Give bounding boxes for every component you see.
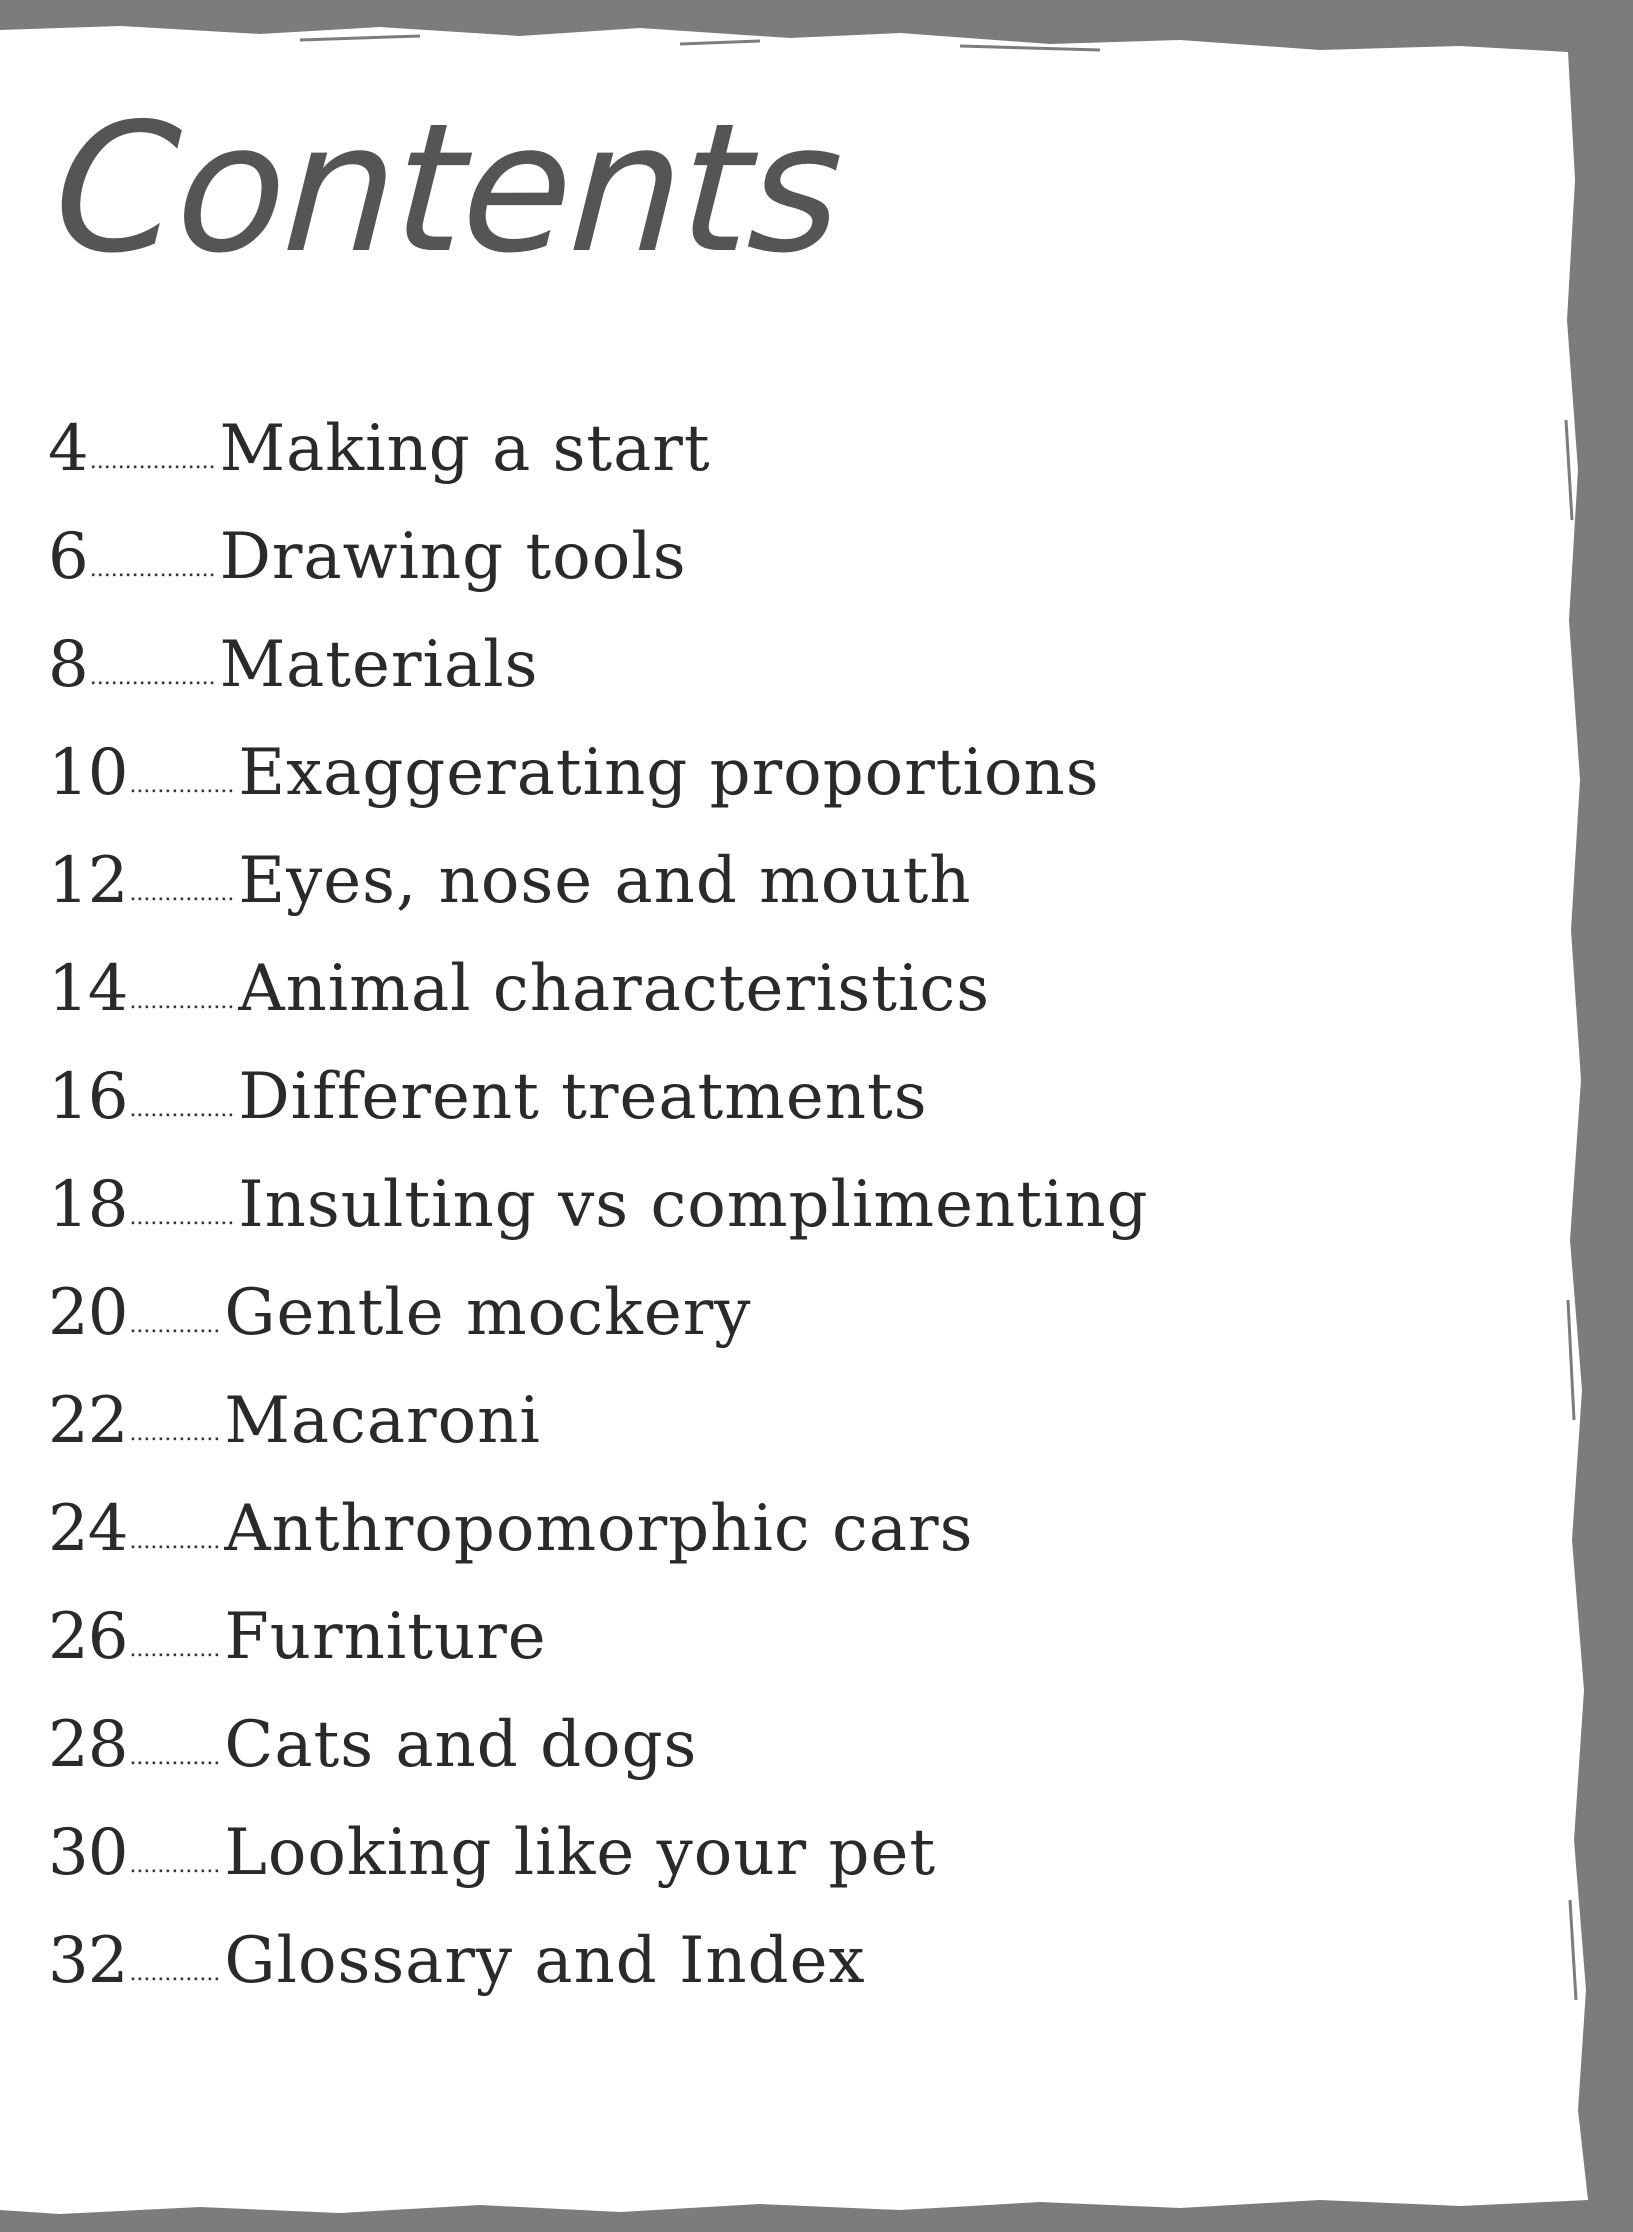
- toc-title: Insulting vs complimenting: [238, 1168, 1149, 1242]
- toc-title: Drawing tools: [219, 520, 687, 594]
- page-title: Contents: [49, 85, 846, 292]
- toc-title: Glossary and Index: [224, 1924, 866, 1998]
- toc-dot-leader: ...............: [129, 881, 235, 906]
- toc-entry: [48, 1151, 1248, 1259]
- toc-page-number: 4: [48, 412, 88, 486]
- toc-dot-leader: ...............: [129, 1205, 235, 1230]
- toc-title: Furniture: [224, 1600, 547, 1674]
- toc-page-number: 24: [48, 1492, 128, 1566]
- toc-page-number: 28: [48, 1708, 128, 1782]
- toc-title: Making a start: [219, 412, 711, 486]
- toc-page-number: 16: [48, 1060, 128, 1134]
- toc-dot-leader: .............: [129, 1421, 221, 1446]
- toc-entry: [48, 1043, 1248, 1151]
- toc-entry: [48, 1259, 1248, 1367]
- toc-title: Looking like your pet: [224, 1816, 937, 1890]
- toc-page-number: 6: [48, 520, 88, 594]
- toc-page-number: 26: [48, 1600, 128, 1674]
- toc-page-number: 30: [48, 1816, 128, 1890]
- toc-dot-leader: .............: [129, 1853, 221, 1878]
- toc-page-number: 10: [48, 736, 128, 810]
- toc-title: Eyes, nose and mouth: [238, 844, 972, 918]
- toc-entry: [48, 935, 1248, 1043]
- toc-entry: [48, 1367, 1248, 1475]
- toc-dot-leader: .............: [129, 1313, 221, 1338]
- toc-dot-leader: ..................: [89, 665, 216, 690]
- toc-title: Exaggerating proportions: [238, 736, 1100, 810]
- toc-dot-leader: .............: [129, 1745, 221, 1770]
- toc-entry: [48, 1475, 1248, 1583]
- toc-title: Animal characteristics: [238, 952, 991, 1026]
- toc-entry: [48, 1907, 1248, 2015]
- toc-page-number: 8: [48, 628, 88, 702]
- toc-page-number: 14: [48, 952, 128, 1026]
- toc-entry: [48, 503, 1248, 611]
- toc-title: Anthropomorphic cars: [224, 1492, 974, 1566]
- table-of-contents: [48, 395, 1248, 2015]
- toc-entry: [48, 827, 1248, 935]
- toc-title: Materials: [219, 628, 539, 702]
- toc-title: Different treatments: [238, 1060, 928, 1134]
- toc-entry: [48, 719, 1248, 827]
- toc-entry: [48, 1691, 1248, 1799]
- toc-page-number: 20: [48, 1276, 128, 1350]
- toc-dot-leader: .............: [129, 1637, 221, 1662]
- toc-entry: [48, 395, 1248, 503]
- toc-entry: [48, 1799, 1248, 1907]
- toc-dot-leader: ...............: [129, 1097, 235, 1122]
- toc-page-number: 12: [48, 844, 128, 918]
- toc-page-number: 18: [48, 1168, 128, 1242]
- toc-dot-leader: ..................: [89, 557, 216, 582]
- toc-dot-leader: .............: [129, 1961, 221, 1986]
- toc-title: Macaroni: [224, 1384, 541, 1458]
- toc-dot-leader: ...............: [129, 773, 235, 798]
- toc-title: Cats and dogs: [224, 1708, 698, 1782]
- toc-page-number: 22: [48, 1384, 128, 1458]
- toc-dot-leader: ..................: [89, 449, 216, 474]
- toc-entry: [48, 1583, 1248, 1691]
- toc-dot-leader: ...............: [129, 989, 235, 1014]
- toc-entry: [48, 611, 1248, 719]
- toc-page-number: 32: [48, 1924, 128, 1998]
- toc-dot-leader: .............: [129, 1529, 221, 1554]
- toc-title: Gentle mockery: [224, 1276, 752, 1350]
